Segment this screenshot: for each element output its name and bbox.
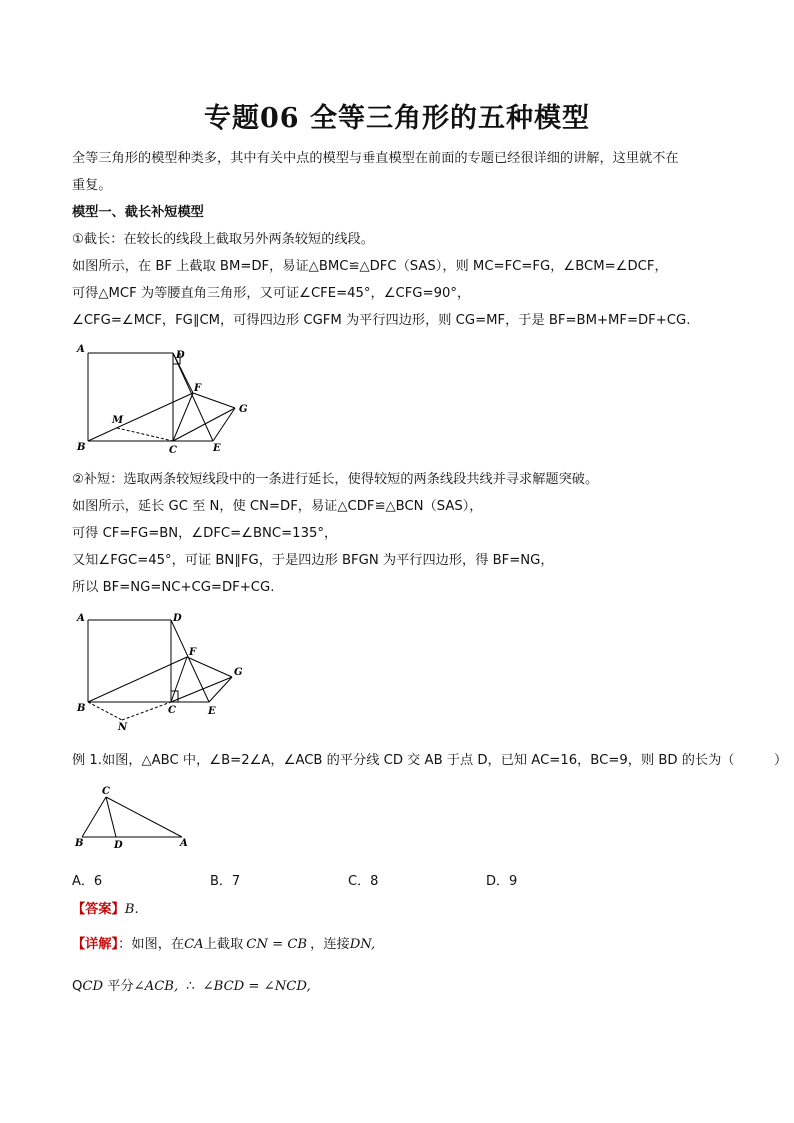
fig3-label-d: D (114, 840, 123, 851)
fig3-line-cd (106, 797, 116, 837)
detail-line (72, 936, 375, 954)
proof-acb: ∠ACB, (133, 979, 179, 994)
cut-line-4: ∠CFG=∠MCF，FG∥CM，可得四边形 CGFM 为平行四边形，则 CG=MF，于是 BF=BM+MF=DF+CG. (72, 313, 691, 328)
fig1-label-g: G (239, 404, 248, 415)
fig1-label-b: B (77, 442, 86, 453)
fill-line-2: 如图所示，延长 GC 至 N，使 CN=DF，易证△CDF≌△BCN（SAS）， (72, 499, 483, 514)
detail-tag: 【详解】 (72, 937, 119, 952)
fig1-line-eg (213, 408, 235, 441)
fig1-label-m: M (112, 415, 124, 426)
answer-line (72, 901, 139, 919)
fig2-line-cg (171, 677, 232, 702)
fig1-label-e: E (213, 443, 221, 454)
detail-ca: CA (184, 937, 204, 952)
detail-text-1: ：如图，在 (118, 937, 185, 952)
example-1-text: 例 1.如图，△ABC 中，∠B=2∠A，∠ACB 的平分线 CD 交 AB 于点 D，已知 AC=16，BC=9，则 BD 的长为（ ） (72, 753, 788, 768)
fig1-line-bf (88, 393, 193, 441)
fig1-label-a: A (77, 344, 85, 355)
figure-cut-long (72, 340, 272, 460)
fig1-line-cf (173, 393, 193, 441)
figure-fill-short (72, 607, 272, 732)
fig2-label-a: A (77, 613, 85, 624)
detail-text-3: ，连接 (310, 937, 350, 952)
fill-line-4: 又知∠FGC=45°，可证 BN∥FG，于是四边形 BFGN 为平行四边形，得 BF=NG， (72, 553, 554, 568)
intro-line-1: 全等三角形的模型种类多，其中有关中点的模型与垂直模型在前面的专题已经很详细的讲解，这里就不在 (72, 151, 679, 166)
fig2-label-c: C (168, 705, 176, 716)
fig3-label-b: B (75, 838, 84, 849)
fig3-line-ca (106, 797, 182, 837)
fig2-label-f: F (189, 647, 197, 658)
fig2-line-nc (122, 702, 171, 720)
fig1-line-cg (173, 408, 235, 441)
fill-line-1: ②补短：选取两条较短线段中的一条进行延长，使得较短的两条线段共线并寻求解题突破。 (72, 472, 599, 487)
proof-line-1 (72, 978, 311, 996)
figure-example-triangle (72, 785, 202, 855)
fig2-label-n: N (118, 722, 128, 732)
fig2-label-g: G (234, 667, 243, 678)
fig1-label-d: D (176, 350, 185, 361)
cut-line-3: 可得△MCF 为等腰直角三角形，又可证∠CFE=45°，∠CFG=90°， (72, 286, 471, 301)
fill-line-3: 可得 CF=FG=BN，∠DFC=∠BNC=135°， (72, 526, 338, 541)
fig2-line-cf (171, 657, 187, 702)
fig3-label-c: C (102, 786, 110, 797)
cut-line-2: 如图所示，在 BF 上截取 BM=DF，易证△BMC≌△DFC（SAS），则 MC=FC=FG，∠BCM=∠DCF， (72, 259, 668, 274)
page-title: 专题06 全等三角形的五种模型 (204, 103, 590, 134)
fig1-label-f: F (194, 383, 202, 394)
intro-line-2: 重复。 (72, 178, 112, 193)
detail-eq: CN = CB (246, 937, 308, 952)
cut-line-1: ①截长：在较长的线段上截取另外两条较短的线段。 (72, 232, 374, 247)
answer-tag: 【答案】 (72, 902, 125, 917)
choice-b: B．7 (210, 874, 241, 889)
detail-text-2: 上截取 (203, 937, 244, 952)
proof-therefore: ∴ (186, 979, 195, 994)
fig2-line-de (171, 620, 209, 702)
proof-bisect: 平分 (103, 979, 134, 994)
fig2-label-e: E (208, 706, 216, 717)
choice-d: D．9 (486, 874, 518, 889)
detail-dn: DN, (349, 937, 376, 952)
fig1-label-c: C (169, 445, 177, 456)
model1-heading: 模型一、截长补短模型 (72, 205, 204, 220)
proof-eq: ∠BCD = ∠NCD, (202, 979, 311, 994)
fig2-line-bf (88, 657, 187, 702)
fig3-line-bc (82, 797, 106, 837)
fig1-line-fg (193, 393, 235, 408)
fig3-label-a: A (180, 838, 188, 849)
answer-value: B. (124, 902, 139, 917)
fig1-line-mc (117, 428, 173, 441)
fig2-line-eg (209, 677, 232, 702)
choice-c: C．8 (348, 874, 379, 889)
fill-line-5: 所以 BF=NG=NC+CG=DF+CG. (72, 580, 275, 595)
fig2-line-fg (187, 657, 232, 677)
fig2-line-bn (88, 702, 122, 720)
proof-q-symbol: Q (72, 979, 83, 994)
fig2-label-b: B (77, 703, 86, 714)
fig2-label-d: D (173, 613, 182, 624)
choice-a: A．6 (72, 874, 103, 889)
proof-cd: CD (82, 979, 104, 994)
